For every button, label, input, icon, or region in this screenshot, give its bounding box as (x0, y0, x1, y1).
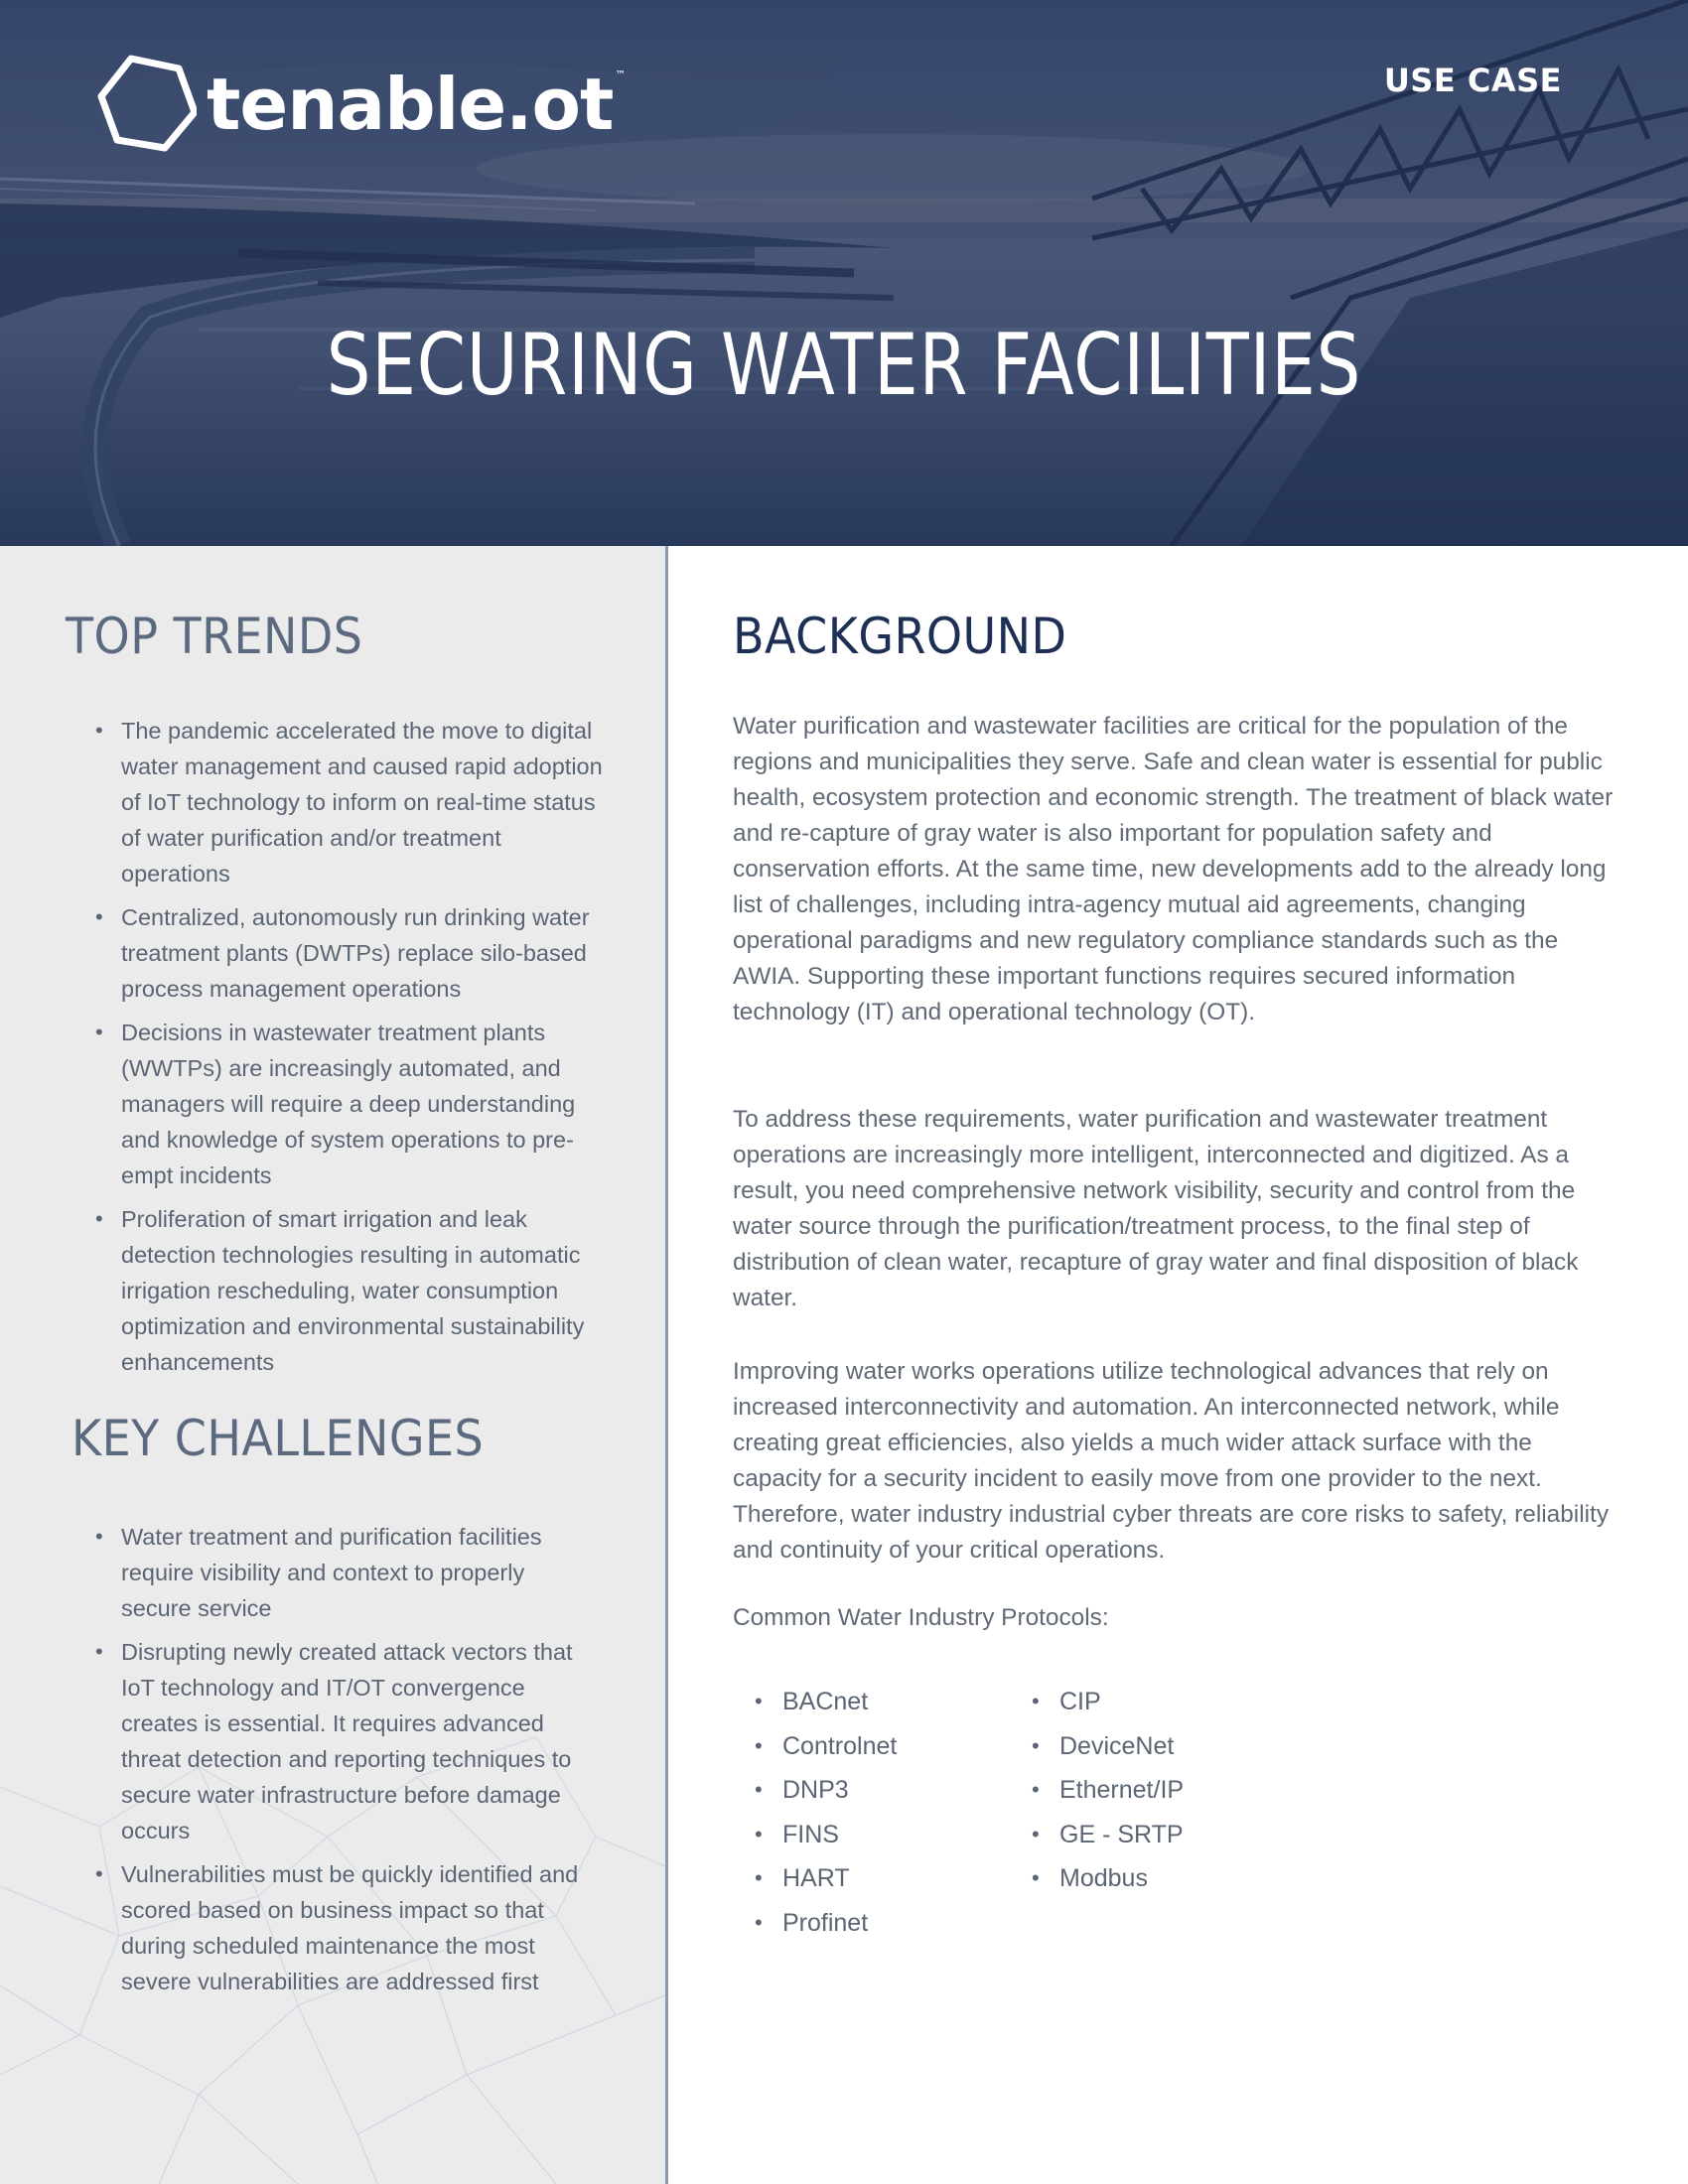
key-challenges-list (89, 1519, 596, 2007)
list-item: • Decisions in wastewater treatment plants (WWTPs) are increasingly automated, and managers will require a deep understanding and knowledge of system operations to pre-empt incidents (89, 1015, 611, 1193)
hexagon-logo-icon (97, 55, 197, 154)
list-item: • Modbus (1010, 1856, 1308, 1901)
left-sidebar (0, 546, 665, 2184)
tenable-logo (97, 55, 626, 154)
list-item: • The pandemic accelerated the move to digital water management and caused rapid adoption of IoT technology to inform on real-time status of water purification and/or treatment operations (89, 713, 611, 891)
list-item: • Vulnerabilities must be quickly identified and scored based on business impact so that during scheduled maintenance the most severe vulnerabilities are addressed first (89, 1856, 596, 1999)
list-item: • CIP (1010, 1680, 1308, 1724)
list-item: • Profinet (733, 1901, 1001, 1946)
page-title: SECURING WATER FACILITIES (326, 316, 1362, 415)
protocols-list-col1 (733, 1680, 1001, 1946)
background-paragraph-1: Water purification and wastewater facilities are critical for the population of the regions and municipalities they serve. Safe and clean water is essential for public health, ecosystem protection and economic strength. The treatment of black water and re-capture of gray water is also important for population safety and conservation efforts. At the same time, new developments add to the already long list of challenges, including intra-agency mutual aid agreements, changing operational paradigms and new regulatory compliance standards such as the AWIA. Supporting these important functions requires secured information technology (IT) and operational technology (OT). (733, 713, 1614, 1025)
hero-banner (0, 0, 1688, 546)
list-item: • Proliferation of smart irrigation and leak detection technologies resulting in automatic irrigation rescheduling, water consumption optimization and environmental sustainability enhancements (89, 1201, 611, 1380)
list-item: • DeviceNet (1010, 1724, 1308, 1769)
column-divider (665, 546, 668, 2184)
list-item: • FINS (733, 1813, 1001, 1857)
list-item: • GE - SRTP (1010, 1813, 1308, 1857)
top-trends-heading: TOP TRENDS (66, 608, 363, 665)
logo-wordmark: tenable.ot (207, 63, 614, 146)
protocols-label: Common Water Industry Protocols: (733, 1604, 1109, 1631)
use-case-badge: USE CASE (1383, 62, 1562, 99)
list-item: • DNP3 (733, 1768, 1001, 1813)
trademark: ™ (615, 68, 627, 81)
list-item: • Ethernet/IP (1010, 1768, 1308, 1813)
list-item: • Controlnet (733, 1724, 1001, 1769)
protocols-list-col2 (1010, 1680, 1308, 1901)
top-trends-list (89, 713, 611, 1388)
list-item: • Water treatment and purification facilities require visibility and context to properly secure service (89, 1519, 596, 1626)
background-paragraph-3: Improving water works operations utilize technological advances that rely on increased interconnectivity and automation. An interconnected network, while creating great efficiencies, also yields a much wider attack surface with the capacity for a security incident to easily move from one provider to the next. Therefore, water industry industrial cyber threats are core risks to safety, reliability and continuity of your critical operations. (733, 1358, 1610, 1564)
list-item: • Disrupting newly created attack vectors that IoT technology and IT/OT convergence creates is essential. It requires advanced threat detection and reporting techniques to secure water infrastructure before damage occurs (89, 1634, 596, 1848)
list-item: • HART (733, 1856, 1001, 1901)
background-paragraph-2: To address these requirements, water purification and wastewater treatment operations are increasingly more intelligent, interconnected and digitized. As a result, you need comprehensive network visibility, security and control from the water source through the purification/treatment process, to the final step of distribution of clean water, recapture of gray water and final disposition of black water. (733, 1106, 1579, 1311)
list-item: • BACnet (733, 1680, 1001, 1724)
background-heading: BACKGROUND (733, 608, 1067, 665)
list-item: • Centralized, autonomously run drinking water treatment plants (DWTPs) replace silo-based process management operations (89, 899, 611, 1007)
key-challenges-heading: KEY CHALLENGES (71, 1410, 485, 1467)
